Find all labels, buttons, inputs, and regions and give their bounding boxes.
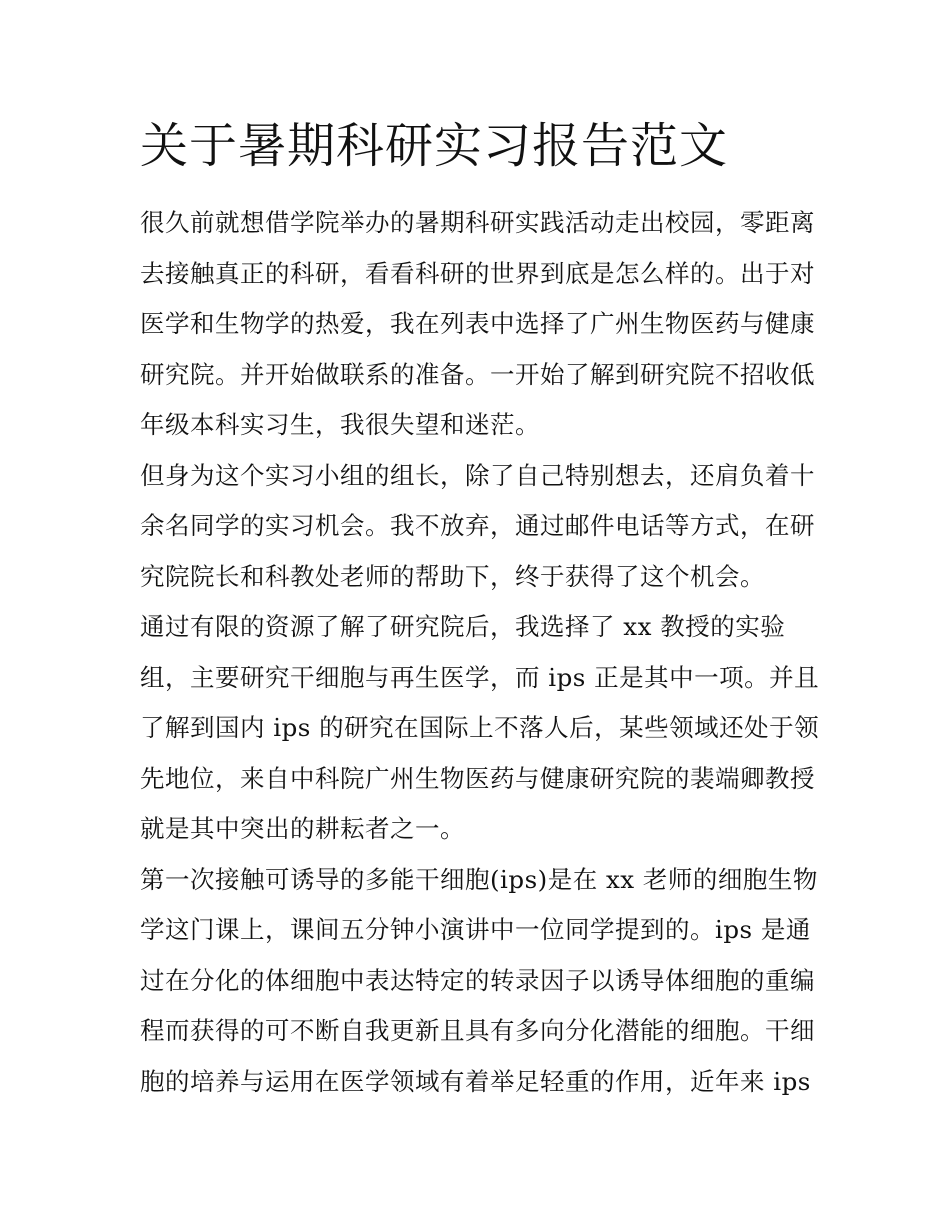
body-line: 余名同学的实习机会。我不放弃，通过邮件电话等方式，在研 (140, 511, 815, 540)
body-line: 年级本科实习生，我很失望和迷茫。 (140, 410, 540, 439)
body-line: 了解到国内 ips 的研究在国际上不落人后，某些领域还处于领 (140, 713, 820, 742)
body-line: 胞的培养与运用在医学领域有着举足轻重的作用，近年来 ips (140, 1066, 811, 1096)
body-line: 先地位，来自中科院广州生物医药与健康研究院的裴端卿教授 (140, 763, 815, 793)
body-line: 学这门课上，课间五分钟小演讲中一位同学提到的。ips 是通 (140, 915, 811, 944)
body-line: 过在分化的体细胞中表达特定的转录因子以诱导体细胞的重编 (140, 965, 815, 995)
body-line: 组，主要研究干细胞与再生医学，而 ips 正是其中一项。并且 (140, 662, 820, 692)
body-line: 究院院长和科教处老师的帮助下，终于获得了这个机会。 (140, 561, 765, 591)
body-line: 去接触真正的科研，看看科研的世界到底是怎么样的。出于对 (140, 258, 815, 288)
document-body (140, 198, 820, 1107)
document-title: 关于暑期科研实习报告范文 (140, 118, 729, 174)
body-line: 第一次接触可诱导的多能干细胞(ips)是在 xx 老师的细胞生物 (140, 864, 818, 894)
body-line: 很久前就想借学院举办的暑期科研实践活动走出校园，零距离 (140, 208, 815, 237)
body-line: 通过有限的资源了解了研究院后，我选择了 xx 教授的实验 (140, 612, 786, 641)
body-line: 就是其中突出的耕耘者之一。 (140, 814, 465, 843)
body-line: 医学和生物学的热爱，我在列表中选择了广州生物医药与健康 (140, 309, 815, 338)
body-line: 程而获得的可不断自我更新且具有多向分化潜能的细胞。干细 (140, 1016, 815, 1045)
body-line: 研究院。并开始做联系的准备。一开始了解到研究院不招收低 (140, 359, 815, 389)
body-line: 但身为这个实习小组的组长，除了自己特别想去，还肩负着十 (140, 460, 815, 490)
